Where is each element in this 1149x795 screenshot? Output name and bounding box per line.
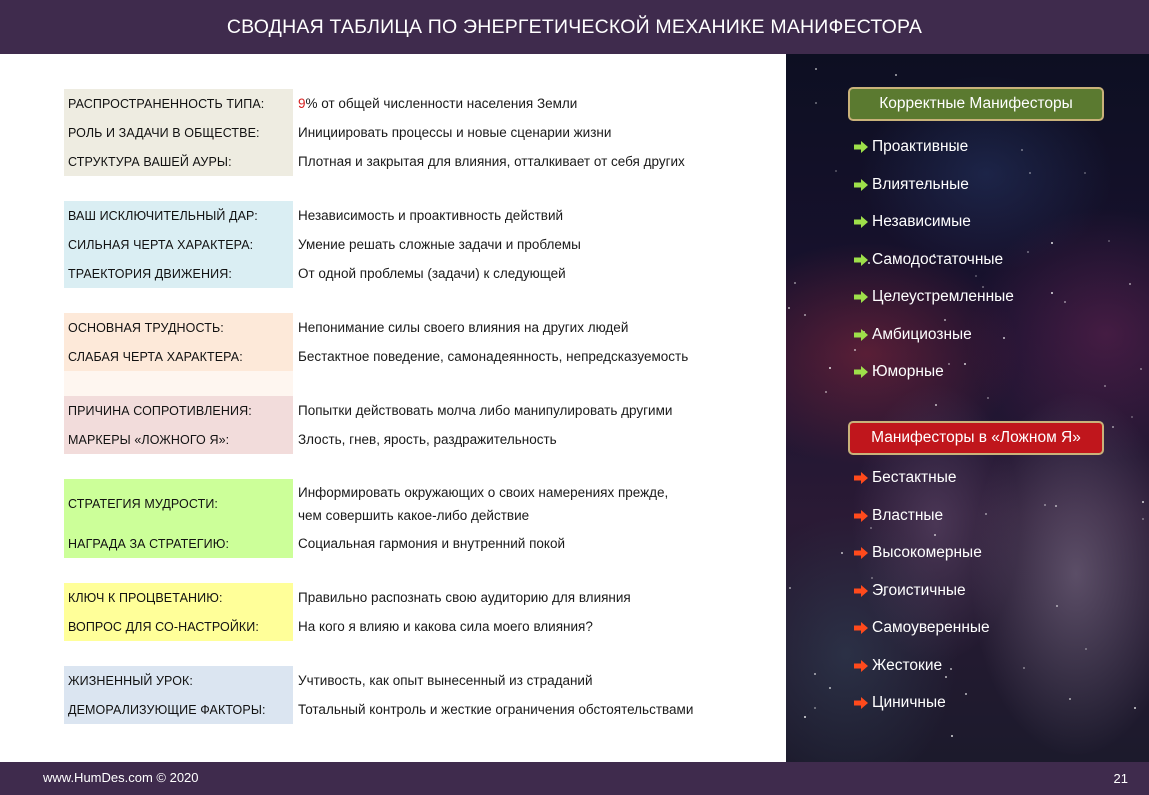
correct-trait-label: Целеустремленные — [872, 288, 1014, 305]
row-value — [298, 92, 577, 115]
value-line: чем совершить какое-либо действие — [298, 508, 530, 523]
star-decoration — [1003, 337, 1005, 339]
table-row — [64, 118, 744, 147]
star-decoration — [829, 687, 831, 689]
row-value: Правильно распознать свою аудиторию для влияния — [298, 590, 631, 605]
group-resistance — [64, 396, 744, 454]
false-trait-item — [854, 619, 990, 637]
star-decoration — [1056, 605, 1058, 607]
star-decoration — [804, 314, 806, 316]
table-row — [64, 342, 744, 371]
star-decoration — [1134, 707, 1136, 709]
false-trait-label: Циничные — [872, 694, 946, 711]
arrow-right-icon — [854, 660, 868, 672]
star-decoration — [835, 170, 837, 172]
star-decoration — [1142, 501, 1144, 503]
star-decoration — [1084, 172, 1086, 174]
row-value: Независимость и проактивность действий — [298, 208, 564, 223]
arrow-right-icon — [854, 622, 868, 634]
star-decoration — [794, 282, 796, 284]
spacer — [64, 371, 293, 396]
correct-trait-item — [854, 176, 969, 194]
table-row — [64, 425, 744, 454]
star-decoration — [1021, 149, 1023, 151]
value-line: Информировать окружающих о своих намерениях прежде, — [298, 485, 669, 500]
row-label: ОСНОВНАЯ ТРУДНОСТЬ: — [64, 313, 293, 342]
row-label: НАГРАДА ЗА СТРАТЕГИЮ: — [64, 529, 293, 558]
row-label: ДЕМОРАЛИЗУЮЩИЕ ФАКТОРЫ: — [64, 695, 293, 724]
false-trait-item — [854, 657, 942, 675]
row-label: РОЛЬ И ЗАДАЧИ В ОБЩЕСТВЕ: — [64, 118, 293, 147]
star-decoration — [804, 716, 806, 718]
star-decoration — [985, 513, 987, 515]
row-label: СТРАТЕГИЯ МУДРОСТИ: — [64, 479, 293, 529]
table-row — [64, 612, 744, 641]
star-decoration — [1108, 240, 1110, 242]
star-decoration — [1029, 172, 1031, 174]
star-decoration — [948, 363, 950, 365]
row-value: Умение решать сложные задачи и проблемы — [298, 237, 581, 252]
arrow-right-icon — [854, 291, 868, 303]
star-decoration — [1044, 504, 1046, 506]
correct-trait-item — [854, 251, 1003, 269]
star-decoration — [1085, 648, 1087, 650]
row-label: ПРИЧИНА СОПРОТИВЛЕНИЯ: — [64, 396, 293, 425]
row-value: Злость, гнев, ярость, раздражительность — [298, 432, 557, 447]
star-decoration — [829, 367, 831, 369]
page-title: СВОДНАЯ ТАБЛИЦА ПО ЭНЕРГЕТИЧЕСКОЙ МЕХАНИКЕ МАНИФЕСТОРА — [226, 15, 923, 38]
star-decoration — [1069, 698, 1071, 700]
correct-trait-item — [854, 363, 944, 381]
correct-trait-label: Влиятельные — [872, 175, 969, 193]
correct-trait-label: Амбициозные — [872, 325, 972, 343]
row-label: СИЛЬНАЯ ЧЕРТА ХАРАКТЕРА: — [64, 230, 293, 259]
spacer — [64, 454, 744, 479]
correct-trait-item — [854, 326, 972, 344]
table-row — [64, 479, 744, 529]
row-value: Непонимание силы своего влияния на других людей — [298, 320, 629, 335]
row-label: ВАШ ИСКЛЮЧИТЕЛЬНЫЙ ДАР: — [64, 201, 293, 230]
star-decoration — [964, 363, 966, 365]
star-decoration — [1051, 242, 1053, 244]
star-decoration — [975, 275, 977, 277]
spacer — [64, 288, 744, 313]
star-decoration — [825, 391, 827, 393]
star-decoration — [1104, 385, 1106, 387]
table-row — [64, 695, 744, 724]
row-value: Инициировать процессы и новые сценарии жизни — [298, 125, 612, 140]
star-decoration — [944, 319, 946, 321]
star-decoration — [854, 349, 856, 351]
false-trait-label: Эгоистичные — [872, 581, 966, 599]
summary-table — [64, 89, 744, 724]
table-row — [64, 529, 744, 558]
arrow-right-icon — [854, 510, 868, 522]
star-decoration — [814, 707, 816, 709]
star-decoration — [788, 307, 790, 309]
prevalence-text: % от общей численности населения Земли — [305, 96, 578, 111]
star-decoration — [870, 527, 872, 529]
correct-trait-label: Самодостаточные — [872, 250, 1004, 268]
row-value: Попытки действовать молча либо манипулировать другими — [298, 403, 673, 418]
copyright-text: www.HumDes.com © 2020 — [43, 770, 199, 785]
row-value: Учтивость, как опыт вынесенный из страданий — [298, 673, 593, 688]
false-trait-label: Высокомерные — [872, 544, 982, 561]
star-decoration — [789, 587, 791, 589]
table-row — [64, 583, 744, 612]
table-row — [64, 230, 744, 259]
row-label: РАСПРОСТРАНЕННОСТЬ ТИПА: — [64, 89, 293, 118]
table-row — [64, 259, 744, 288]
correct-trait-label: Проактивные — [872, 138, 969, 155]
pill-label: Манифесторы в «Ложном Я» — [871, 429, 1081, 446]
false-trait-item — [854, 469, 956, 487]
star-decoration — [841, 552, 843, 554]
correct-trait-label: Юморные — [872, 363, 944, 380]
row-label: МАРКЕРЫ «ЛОЖНОГО Я»: — [64, 425, 293, 454]
star-decoration — [1023, 667, 1025, 669]
row-label: СЛАБАЯ ЧЕРТА ХАРАКТЕРА: — [64, 342, 293, 371]
star-decoration — [1142, 518, 1144, 520]
side-panel — [786, 54, 1149, 762]
star-decoration — [815, 68, 817, 70]
false-trait-label: Самоуверенные — [872, 619, 990, 636]
correct-trait-item — [854, 288, 1014, 306]
group-strengths — [64, 201, 744, 288]
arrow-right-icon — [854, 697, 868, 709]
arrow-right-icon — [854, 329, 868, 341]
table-row — [64, 89, 744, 118]
row-value — [298, 481, 668, 527]
star-decoration — [1112, 426, 1114, 428]
star-decoration — [814, 673, 816, 675]
false-trait-label: Жестокие — [872, 656, 943, 674]
star-decoration — [895, 74, 897, 76]
correct-trait-item — [854, 213, 971, 231]
star-decoration — [965, 693, 967, 695]
star-decoration — [945, 676, 947, 678]
group-strategy — [64, 479, 744, 558]
table-row — [64, 201, 744, 230]
star-decoration — [987, 397, 989, 399]
row-value: Тотальный контроль и жесткие ограничения обстоятельствами — [298, 702, 694, 717]
table-row — [64, 313, 744, 342]
spacer — [64, 641, 744, 666]
arrow-right-icon — [854, 216, 868, 228]
false-trait-label: Бестактные — [872, 469, 957, 486]
correct-trait-item — [854, 138, 968, 156]
star-decoration — [951, 735, 953, 737]
group-weaknesses — [64, 313, 744, 396]
arrow-right-icon — [854, 254, 868, 266]
row-label: ВОПРОС ДЛЯ СО-НАСТРОЙКИ: — [64, 612, 293, 641]
arrow-right-icon — [854, 585, 868, 597]
star-decoration — [1027, 251, 1029, 253]
spacer — [64, 176, 744, 201]
correct-manifestors-title — [848, 87, 1104, 121]
row-label: ЖИЗНЕННЫЙ УРОК: — [64, 666, 293, 695]
correct-trait-label: Независимые — [872, 213, 971, 230]
prevalence-number: 9 — [298, 96, 306, 111]
arrow-right-icon — [854, 141, 868, 153]
row-value: Плотная и закрытая для влияния, отталкивает от себя других — [298, 154, 685, 169]
row-value: На кого я влияю и какова сила моего влияния? — [298, 619, 593, 634]
star-decoration — [1140, 368, 1142, 370]
group-lesson — [64, 666, 744, 724]
group-general — [64, 89, 744, 176]
page-header — [0, 0, 1149, 54]
row-value: От одной проблемы (задачи) к следующей — [298, 266, 566, 281]
arrow-right-icon — [854, 547, 868, 559]
pill-label: Корректные Манифесторы — [879, 95, 1073, 112]
page-number: 21 — [1113, 771, 1128, 786]
false-trait-item — [854, 694, 946, 712]
false-trait-item — [854, 507, 943, 525]
star-decoration — [1129, 283, 1131, 285]
table-row — [64, 666, 744, 695]
star-decoration — [1051, 292, 1053, 294]
star-decoration — [1064, 301, 1066, 303]
false-trait-label: Властные — [872, 506, 944, 524]
row-value: Социальная гармония и внутренний покой — [298, 536, 566, 551]
row-label: ТРАЕКТОРИЯ ДВИЖЕНИЯ: — [64, 259, 293, 288]
star-decoration — [815, 102, 817, 104]
row-label: КЛЮЧ К ПРОЦВЕТАНИЮ: — [64, 583, 293, 612]
star-decoration — [1131, 416, 1133, 418]
star-decoration — [1055, 505, 1057, 507]
row-value: Бестактное поведение, самонадеянность, непредсказуемость — [298, 349, 689, 364]
arrow-right-icon — [854, 179, 868, 191]
star-decoration — [871, 577, 873, 579]
group-prosperity — [64, 583, 744, 641]
spacer — [64, 558, 744, 583]
star-decoration — [935, 404, 937, 406]
page-footer — [0, 762, 1149, 795]
false-manifestors-title — [848, 421, 1104, 455]
false-trait-item — [854, 582, 966, 600]
table-row — [64, 147, 744, 176]
arrow-right-icon — [854, 472, 868, 484]
star-decoration — [934, 534, 936, 536]
arrow-right-icon — [854, 366, 868, 378]
table-row — [64, 396, 744, 425]
false-trait-item — [854, 544, 982, 562]
row-label: СТРУКТУРА ВАШЕЙ АУРЫ: — [64, 147, 293, 176]
star-decoration — [950, 668, 952, 670]
